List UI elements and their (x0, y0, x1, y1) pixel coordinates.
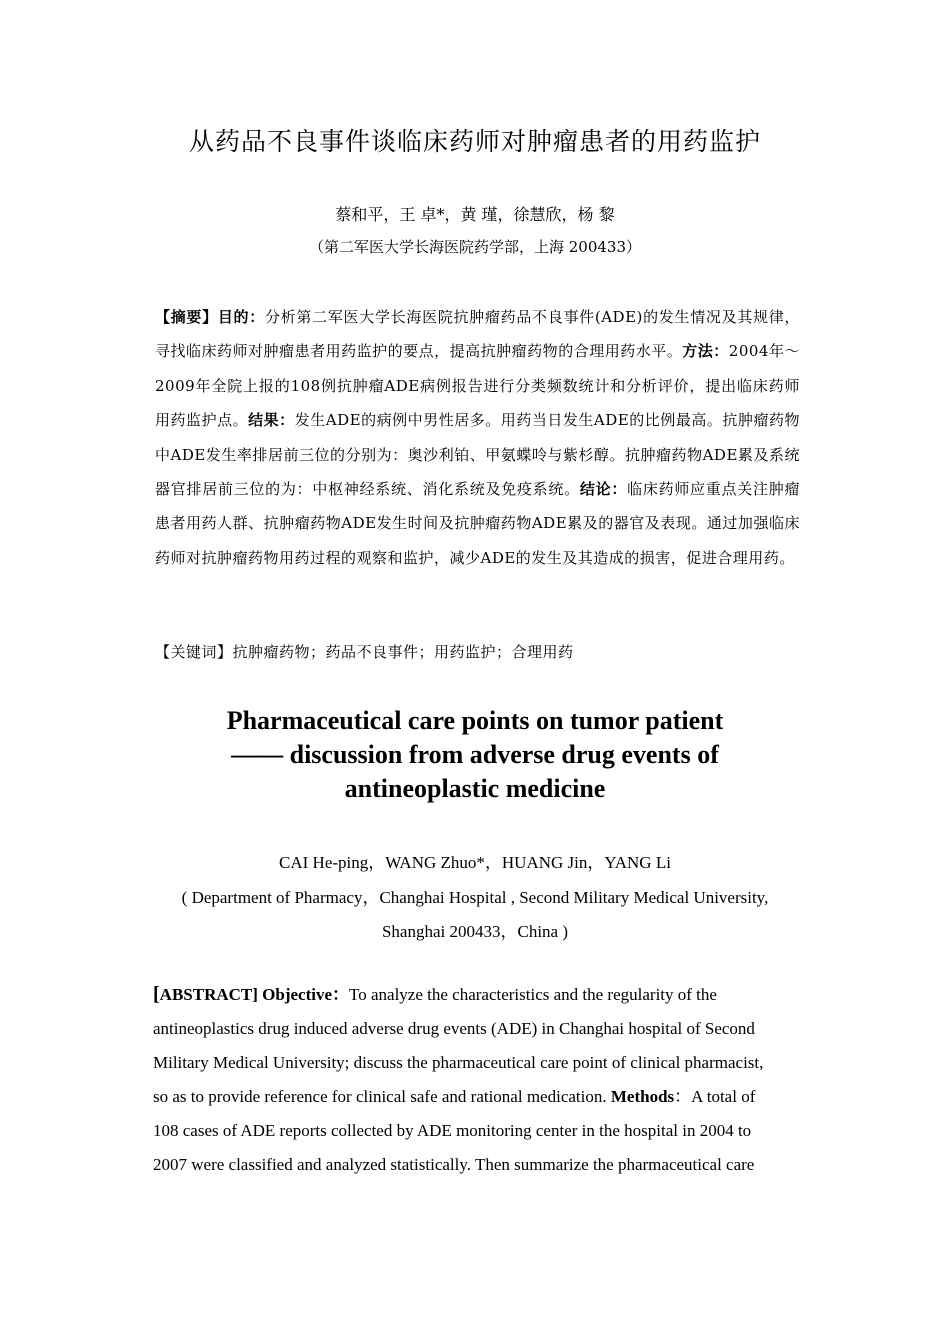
english-abstract-line: 2007 were classified and analyzed statistically. Then summarize the pharmaceutical care (153, 1155, 755, 1174)
methods-label: 方法： (682, 342, 729, 361)
abstract-bracket: [ (153, 983, 160, 1005)
english-affiliation-line: Shanghai 200433，China ) (381, 922, 569, 941)
chinese-affiliation: （第二军医大学长海医院药学部，上海 200433） (308, 238, 642, 256)
english-abstract-line: Military Medical University; discuss the pharmaceutical care point of clinical pharmacist, (153, 1053, 764, 1072)
chinese-authors: 蔡和平，王 卓*，黄 瑾，徐慧欣，杨 黎 (335, 205, 615, 224)
english-abstract-line: 108 cases of ADE reports collected by ADE monitoring center in the hospital in 2004 to (153, 1121, 752, 1140)
english-abstract-text: A total of (691, 1087, 756, 1106)
english-affiliation (150, 881, 800, 949)
abstract-label: 【摘要】 (155, 308, 218, 326)
results-label: 结果： (248, 411, 295, 430)
english-abstract-label: ABSTRACT] (159, 985, 263, 1004)
english-authors: CAI He-ping，WANG Zhuo*，HUANG Jin，YANG Li (279, 853, 671, 872)
keywords-text: 抗肿瘤药物；药品不良事件；用药监护；合理用药 (232, 643, 574, 661)
english-affiliation-line: ( Department of Pharmacy，Changhai Hospital , Second Military Medical University, (181, 888, 769, 907)
chinese-title: 从药品不良事件谈临床药师对肿瘤患者的用药监护 (188, 127, 761, 156)
chinese-keywords (155, 641, 800, 662)
chinese-abstract (155, 300, 800, 575)
english-title (150, 704, 800, 806)
conclusion-label: 结论： (579, 480, 628, 499)
english-abstract-text: so as to provide reference for clinical safe and rational medication. (153, 1087, 611, 1106)
english-abstract-line: antineoplastics drug induced adverse drug events (ADE) in Changhai hospital of Second (153, 1019, 755, 1038)
english-methods-label: Methods (610, 1087, 675, 1106)
results-text: 发生ADE的病例中男性居多。用药当日发生ADE的比例最高。抗肿瘤药物中ADE发生率排居前三位的分别为：奥沙利铂、甲氨蝶呤与紫杉醇。抗肿瘤药物ADE累及系统器官排居前三位的为：中枢神经系统、消化系统及免疫系统。 (155, 411, 800, 499)
objective-label: 目的： (217, 308, 265, 326)
english-title-line: Pharmaceutical care points on tumor patient (226, 706, 724, 735)
objective-text: 分析第二军医大学长海医院抗肿瘤药品不良事件(ADE)的发生情况及其规律，寻找临床药师对肿瘤患者用药监护的要点，提高抗肿瘤药物的合理用药水平。 (155, 308, 800, 361)
conclusion-text: 临床药师应重点关注肿瘤患者用药人群、抗肿瘤药物ADE发生时间及抗肿瘤药物ADE累及的器官及表现。通过加强临床药师对抗肿瘤药物用药过程的观察和监护，减少ADE的发生及其造成的损害，促进合理用药。 (155, 480, 800, 567)
english-methods-colon: ： (674, 1087, 692, 1106)
english-abstract-text: To analyze the characteristics and the regularity of the (349, 985, 717, 1004)
methods-text: 2004年～2009年全院上报的108例抗肿瘤ADE病例报告进行分类频数统计和分析评价，提出临床药师用药监护点。 (155, 342, 800, 430)
english-title-line: antineoplastic medicine (344, 774, 606, 803)
keywords-label: 【关键词】 (155, 643, 233, 661)
english-abstract-line (153, 977, 801, 1012)
english-abstract-line (153, 1080, 801, 1114)
english-abstract (153, 977, 801, 1182)
english-objective-label: Objective： (262, 985, 350, 1004)
english-title-line: —— discussion from adverse drug events of (231, 740, 719, 769)
